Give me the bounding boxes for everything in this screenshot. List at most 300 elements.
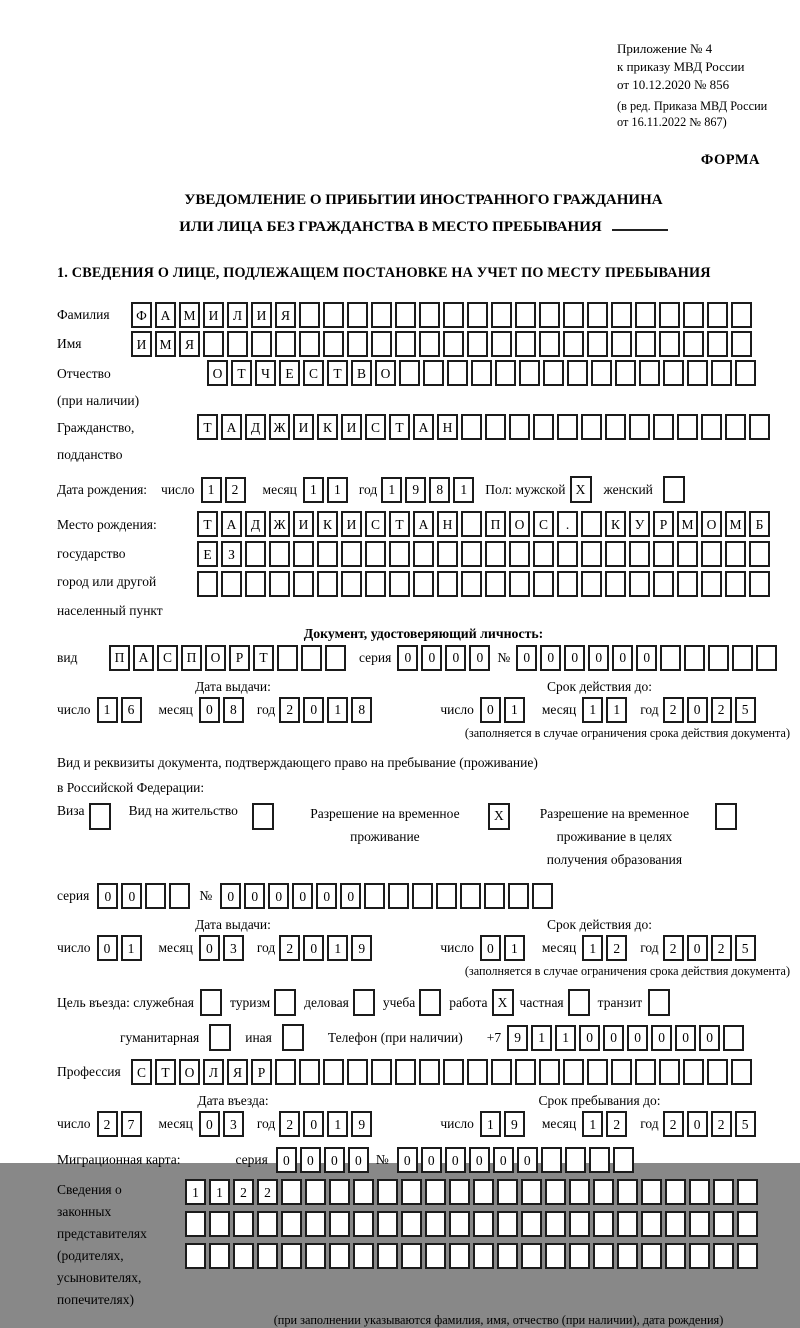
char-cell[interactable]: 2	[663, 1111, 684, 1137]
char-cell[interactable]	[617, 1211, 638, 1237]
char-cell[interactable]	[653, 414, 674, 440]
char-cell[interactable]: Т	[197, 511, 218, 537]
char-cell[interactable]	[581, 511, 602, 537]
char-cell[interactable]: 0	[493, 1147, 514, 1173]
char-cell[interactable]: А	[221, 511, 242, 537]
char-cell[interactable]	[449, 1243, 470, 1269]
char-cell[interactable]	[317, 571, 338, 597]
char-cell[interactable]: 0	[627, 1025, 648, 1051]
char-cell[interactable]	[653, 571, 674, 597]
char-cell[interactable]	[145, 883, 166, 909]
char-cell[interactable]: 2	[711, 1111, 732, 1137]
char-cell[interactable]: Ч	[255, 360, 276, 386]
char-cell[interactable]: 1	[504, 697, 525, 723]
char-cell[interactable]: 0	[303, 935, 324, 961]
char-cell[interactable]: И	[341, 511, 362, 537]
char-cell[interactable]: 6	[121, 697, 142, 723]
char-cell[interactable]	[563, 302, 584, 328]
char-cell[interactable]	[395, 331, 416, 357]
char-cell[interactable]	[419, 331, 440, 357]
char-cell[interactable]	[593, 1243, 614, 1269]
char-cell[interactable]	[461, 414, 482, 440]
char-cell[interactable]: С	[365, 414, 386, 440]
char-cell[interactable]: О	[509, 511, 530, 537]
char-cell[interactable]: 0	[687, 697, 708, 723]
char-cell[interactable]: 0	[603, 1025, 624, 1051]
char-cell[interactable]	[471, 360, 492, 386]
char-cell[interactable]: 1	[582, 935, 603, 961]
char-cell[interactable]: И	[131, 331, 152, 357]
char-cell[interactable]: З	[221, 541, 242, 567]
char-cell[interactable]	[756, 645, 777, 671]
char-cell[interactable]: 0	[480, 697, 501, 723]
char-cell[interactable]	[399, 360, 420, 386]
char-cell[interactable]	[305, 1243, 326, 1269]
char-cell[interactable]: 0	[421, 1147, 442, 1173]
char-cell[interactable]: 0	[687, 935, 708, 961]
char-cell[interactable]	[371, 1059, 392, 1085]
char-cell[interactable]: 0	[397, 1147, 418, 1173]
purpose-sluzhebnaya-checkbox[interactable]	[200, 989, 222, 1016]
char-cell[interactable]	[707, 331, 728, 357]
char-cell[interactable]	[515, 302, 536, 328]
char-cell[interactable]	[185, 1243, 206, 1269]
char-cell[interactable]	[707, 1059, 728, 1085]
char-cell[interactable]: Ф	[131, 302, 152, 328]
char-cell[interactable]	[495, 360, 516, 386]
char-cell[interactable]	[251, 331, 272, 357]
char-cell[interactable]	[581, 414, 602, 440]
char-cell[interactable]: 0	[675, 1025, 696, 1051]
char-cell[interactable]: 0	[348, 1147, 369, 1173]
char-cell[interactable]: 0	[121, 883, 142, 909]
char-cell[interactable]: 0	[316, 883, 337, 909]
char-cell[interactable]	[737, 1211, 758, 1237]
char-cell[interactable]: 0	[564, 645, 585, 671]
char-cell[interactable]	[569, 1243, 590, 1269]
char-cell[interactable]	[593, 1211, 614, 1237]
char-cell[interactable]	[437, 571, 458, 597]
char-cell[interactable]	[735, 360, 756, 386]
char-cell[interactable]: 0	[199, 1111, 220, 1137]
char-cell[interactable]	[347, 331, 368, 357]
sex-female-checkbox[interactable]	[663, 476, 685, 503]
char-cell[interactable]	[395, 1059, 416, 1085]
char-cell[interactable]: 7	[121, 1111, 142, 1137]
char-cell[interactable]: Т	[389, 511, 410, 537]
char-cell[interactable]	[684, 645, 705, 671]
char-cell[interactable]	[557, 414, 578, 440]
purpose-delovaya-checkbox[interactable]	[353, 989, 375, 1016]
char-cell[interactable]	[565, 1147, 586, 1173]
char-cell[interactable]	[641, 1243, 662, 1269]
char-cell[interactable]: Т	[253, 645, 274, 671]
char-cell[interactable]: Л	[203, 1059, 224, 1085]
char-cell[interactable]	[305, 1211, 326, 1237]
char-cell[interactable]	[449, 1179, 470, 1205]
char-cell[interactable]	[299, 331, 320, 357]
char-cell[interactable]	[683, 302, 704, 328]
char-cell[interactable]	[545, 1243, 566, 1269]
char-cell[interactable]: Т	[197, 414, 218, 440]
char-cell[interactable]: 8	[429, 477, 450, 503]
char-cell[interactable]	[629, 571, 650, 597]
char-cell[interactable]: 0	[421, 645, 442, 671]
char-cell[interactable]	[437, 541, 458, 567]
char-cell[interactable]: П	[485, 511, 506, 537]
char-cell[interactable]	[485, 541, 506, 567]
char-cell[interactable]	[353, 1243, 374, 1269]
char-cell[interactable]: 2	[606, 935, 627, 961]
char-cell[interactable]: М	[677, 511, 698, 537]
char-cell[interactable]: Т	[231, 360, 252, 386]
char-cell[interactable]	[371, 302, 392, 328]
char-cell[interactable]: Ж	[269, 511, 290, 537]
char-cell[interactable]: 0	[340, 883, 361, 909]
char-cell[interactable]: 9	[405, 477, 426, 503]
char-cell[interactable]	[423, 360, 444, 386]
char-cell[interactable]	[269, 541, 290, 567]
char-cell[interactable]: 1	[327, 935, 348, 961]
char-cell[interactable]	[449, 1211, 470, 1237]
char-cell[interactable]	[233, 1211, 254, 1237]
char-cell[interactable]	[497, 1211, 518, 1237]
char-cell[interactable]	[419, 1059, 440, 1085]
char-cell[interactable]	[587, 1059, 608, 1085]
char-cell[interactable]: 1	[209, 1179, 230, 1205]
char-cell[interactable]	[389, 571, 410, 597]
char-cell[interactable]	[443, 302, 464, 328]
char-cell[interactable]: 0	[469, 1147, 490, 1173]
char-cell[interactable]: А	[413, 414, 434, 440]
char-cell[interactable]: Е	[197, 541, 218, 567]
char-cell[interactable]	[615, 360, 636, 386]
char-cell[interactable]	[425, 1243, 446, 1269]
char-cell[interactable]	[749, 571, 770, 597]
char-cell[interactable]	[521, 1243, 542, 1269]
char-cell[interactable]	[341, 541, 362, 567]
char-cell[interactable]	[539, 1059, 560, 1085]
char-cell[interactable]	[713, 1243, 734, 1269]
char-cell[interactable]	[587, 302, 608, 328]
char-cell[interactable]: 0	[516, 645, 537, 671]
char-cell[interactable]	[731, 302, 752, 328]
char-cell[interactable]: 2	[606, 1111, 627, 1137]
char-cell[interactable]: 0	[199, 935, 220, 961]
char-cell[interactable]	[665, 1243, 686, 1269]
char-cell[interactable]	[467, 331, 488, 357]
char-cell[interactable]: 2	[711, 935, 732, 961]
temp-residence-checkbox[interactable]: X	[488, 803, 510, 830]
char-cell[interactable]	[567, 360, 588, 386]
char-cell[interactable]	[227, 331, 248, 357]
char-cell[interactable]: 0	[324, 1147, 345, 1173]
char-cell[interactable]	[389, 541, 410, 567]
char-cell[interactable]	[569, 1179, 590, 1205]
char-cell[interactable]: Т	[327, 360, 348, 386]
char-cell[interactable]: 0	[97, 935, 118, 961]
char-cell[interactable]	[443, 331, 464, 357]
char-cell[interactable]	[605, 414, 626, 440]
char-cell[interactable]: 0	[268, 883, 289, 909]
char-cell[interactable]: Д	[245, 511, 266, 537]
char-cell[interactable]	[413, 541, 434, 567]
char-cell[interactable]	[611, 302, 632, 328]
char-cell[interactable]	[377, 1243, 398, 1269]
char-cell[interactable]	[532, 883, 553, 909]
char-cell[interactable]: 2	[711, 697, 732, 723]
char-cell[interactable]: 0	[612, 645, 633, 671]
char-cell[interactable]: Я	[275, 302, 296, 328]
char-cell[interactable]	[533, 571, 554, 597]
char-cell[interactable]: М	[155, 331, 176, 357]
char-cell[interactable]: 0	[303, 697, 324, 723]
char-cell[interactable]	[281, 1243, 302, 1269]
char-cell[interactable]	[539, 302, 560, 328]
char-cell[interactable]: 1	[97, 697, 118, 723]
char-cell[interactable]	[641, 1179, 662, 1205]
char-cell[interactable]: 0	[97, 883, 118, 909]
char-cell[interactable]: 2	[279, 1111, 300, 1137]
char-cell[interactable]: И	[293, 414, 314, 440]
char-cell[interactable]	[605, 541, 626, 567]
char-cell[interactable]: 8	[223, 697, 244, 723]
char-cell[interactable]: 9	[507, 1025, 528, 1051]
char-cell[interactable]: 0	[687, 1111, 708, 1137]
char-cell[interactable]: М	[179, 302, 200, 328]
char-cell[interactable]	[467, 302, 488, 328]
char-cell[interactable]	[419, 302, 440, 328]
char-cell[interactable]	[545, 1211, 566, 1237]
char-cell[interactable]	[233, 1243, 254, 1269]
char-cell[interactable]	[347, 1059, 368, 1085]
char-cell[interactable]	[323, 302, 344, 328]
char-cell[interactable]	[683, 331, 704, 357]
char-cell[interactable]	[557, 541, 578, 567]
char-cell[interactable]	[545, 1179, 566, 1205]
char-cell[interactable]: О	[205, 645, 226, 671]
char-cell[interactable]: 0	[469, 645, 490, 671]
char-cell[interactable]	[412, 883, 433, 909]
char-cell[interactable]	[329, 1211, 350, 1237]
char-cell[interactable]	[460, 883, 481, 909]
char-cell[interactable]: Н	[437, 414, 458, 440]
char-cell[interactable]	[557, 571, 578, 597]
char-cell[interactable]: 0	[517, 1147, 538, 1173]
char-cell[interactable]: 0	[588, 645, 609, 671]
char-cell[interactable]: С	[533, 511, 554, 537]
purpose-chastnaya-checkbox[interactable]	[568, 989, 590, 1016]
char-cell[interactable]	[539, 331, 560, 357]
char-cell[interactable]: 1	[327, 697, 348, 723]
char-cell[interactable]	[497, 1179, 518, 1205]
char-cell[interactable]	[641, 1211, 662, 1237]
char-cell[interactable]	[293, 571, 314, 597]
char-cell[interactable]	[563, 331, 584, 357]
char-cell[interactable]: Я	[179, 331, 200, 357]
purpose-gumanitarnaya-checkbox[interactable]	[209, 1024, 231, 1051]
char-cell[interactable]	[275, 1059, 296, 1085]
char-cell[interactable]	[711, 360, 732, 386]
visa-checkbox[interactable]	[89, 803, 111, 830]
char-cell[interactable]: К	[605, 511, 626, 537]
char-cell[interactable]	[299, 1059, 320, 1085]
char-cell[interactable]: С	[365, 511, 386, 537]
char-cell[interactable]: 3	[223, 935, 244, 961]
char-cell[interactable]: С	[303, 360, 324, 386]
char-cell[interactable]	[245, 541, 266, 567]
char-cell[interactable]	[461, 571, 482, 597]
char-cell[interactable]	[281, 1211, 302, 1237]
char-cell[interactable]	[569, 1211, 590, 1237]
char-cell[interactable]: Р	[229, 645, 250, 671]
char-cell[interactable]	[377, 1211, 398, 1237]
char-cell[interactable]: М	[725, 511, 746, 537]
char-cell[interactable]	[461, 511, 482, 537]
char-cell[interactable]	[587, 331, 608, 357]
char-cell[interactable]	[497, 1243, 518, 1269]
char-cell[interactable]	[473, 1179, 494, 1205]
char-cell[interactable]	[443, 1059, 464, 1085]
char-cell[interactable]: 3	[223, 1111, 244, 1137]
char-cell[interactable]	[713, 1179, 734, 1205]
char-cell[interactable]	[611, 1059, 632, 1085]
char-cell[interactable]	[341, 571, 362, 597]
char-cell[interactable]: 9	[504, 1111, 525, 1137]
char-cell[interactable]	[364, 883, 385, 909]
char-cell[interactable]	[731, 331, 752, 357]
char-cell[interactable]: Я	[227, 1059, 248, 1085]
purpose-tranzit-checkbox[interactable]	[648, 989, 670, 1016]
char-cell[interactable]	[491, 331, 512, 357]
char-cell[interactable]	[725, 571, 746, 597]
char-cell[interactable]: Ж	[269, 414, 290, 440]
char-cell[interactable]	[353, 1211, 374, 1237]
char-cell[interactable]: П	[109, 645, 130, 671]
char-cell[interactable]	[725, 414, 746, 440]
char-cell[interactable]	[425, 1211, 446, 1237]
char-cell[interactable]: 0	[292, 883, 313, 909]
char-cell[interactable]	[323, 331, 344, 357]
char-cell[interactable]: 2	[663, 697, 684, 723]
char-cell[interactable]	[737, 1179, 758, 1205]
char-cell[interactable]	[245, 571, 266, 597]
char-cell[interactable]: .	[557, 511, 578, 537]
char-cell[interactable]	[485, 414, 506, 440]
char-cell[interactable]	[299, 302, 320, 328]
char-cell[interactable]	[473, 1243, 494, 1269]
char-cell[interactable]	[749, 414, 770, 440]
char-cell[interactable]	[613, 1147, 634, 1173]
char-cell[interactable]	[563, 1059, 584, 1085]
char-cell[interactable]	[660, 645, 681, 671]
char-cell[interactable]	[749, 541, 770, 567]
char-cell[interactable]	[519, 360, 540, 386]
char-cell[interactable]: Б	[749, 511, 770, 537]
char-cell[interactable]: 0	[220, 883, 241, 909]
char-cell[interactable]: 2	[279, 935, 300, 961]
char-cell[interactable]: 2	[225, 477, 246, 503]
char-cell[interactable]: 2	[233, 1179, 254, 1205]
char-cell[interactable]	[689, 1211, 710, 1237]
char-cell[interactable]	[325, 645, 346, 671]
char-cell[interactable]	[617, 1243, 638, 1269]
char-cell[interactable]	[275, 331, 296, 357]
char-cell[interactable]	[485, 571, 506, 597]
char-cell[interactable]: 2	[279, 697, 300, 723]
char-cell[interactable]	[257, 1243, 278, 1269]
char-cell[interactable]	[401, 1211, 422, 1237]
char-cell[interactable]: 5	[735, 935, 756, 961]
char-cell[interactable]: 0	[276, 1147, 297, 1173]
char-cell[interactable]	[377, 1179, 398, 1205]
char-cell[interactable]	[701, 541, 722, 567]
char-cell[interactable]	[467, 1059, 488, 1085]
temp-residence-education-checkbox[interactable]	[715, 803, 737, 830]
char-cell[interactable]	[509, 571, 530, 597]
char-cell[interactable]: 1	[480, 1111, 501, 1137]
char-cell[interactable]	[707, 302, 728, 328]
char-cell[interactable]	[413, 571, 434, 597]
char-cell[interactable]	[639, 360, 660, 386]
char-cell[interactable]: 2	[257, 1179, 278, 1205]
char-cell[interactable]	[329, 1179, 350, 1205]
char-cell[interactable]	[461, 541, 482, 567]
char-cell[interactable]: К	[317, 414, 338, 440]
char-cell[interactable]	[436, 883, 457, 909]
char-cell[interactable]	[731, 1059, 752, 1085]
char-cell[interactable]: П	[181, 645, 202, 671]
char-cell[interactable]	[365, 541, 386, 567]
char-cell[interactable]	[665, 1211, 686, 1237]
char-cell[interactable]: 1	[582, 697, 603, 723]
char-cell[interactable]	[371, 331, 392, 357]
char-cell[interactable]	[683, 1059, 704, 1085]
char-cell[interactable]: О	[179, 1059, 200, 1085]
char-cell[interactable]	[209, 1243, 230, 1269]
char-cell[interactable]	[515, 331, 536, 357]
char-cell[interactable]	[701, 414, 722, 440]
char-cell[interactable]	[293, 541, 314, 567]
char-cell[interactable]	[221, 571, 242, 597]
char-cell[interactable]: 0	[579, 1025, 600, 1051]
char-cell[interactable]: Р	[653, 511, 674, 537]
char-cell[interactable]	[277, 645, 298, 671]
char-cell[interactable]: 1	[185, 1179, 206, 1205]
char-cell[interactable]: 9	[351, 935, 372, 961]
char-cell[interactable]	[533, 541, 554, 567]
char-cell[interactable]: И	[203, 302, 224, 328]
char-cell[interactable]	[365, 571, 386, 597]
char-cell[interactable]: 0	[303, 1111, 324, 1137]
char-cell[interactable]	[713, 1211, 734, 1237]
char-cell[interactable]	[401, 1179, 422, 1205]
char-cell[interactable]: Н	[437, 511, 458, 537]
char-cell[interactable]	[515, 1059, 536, 1085]
char-cell[interactable]	[589, 1147, 610, 1173]
char-cell[interactable]	[301, 645, 322, 671]
char-cell[interactable]: К	[317, 511, 338, 537]
purpose-ucheba-checkbox[interactable]	[419, 989, 441, 1016]
char-cell[interactable]	[689, 1179, 710, 1205]
char-cell[interactable]: 1	[531, 1025, 552, 1051]
char-cell[interactable]	[677, 541, 698, 567]
char-cell[interactable]	[605, 571, 626, 597]
char-cell[interactable]: А	[133, 645, 154, 671]
char-cell[interactable]	[305, 1179, 326, 1205]
char-cell[interactable]: 1	[327, 1111, 348, 1137]
char-cell[interactable]	[677, 571, 698, 597]
